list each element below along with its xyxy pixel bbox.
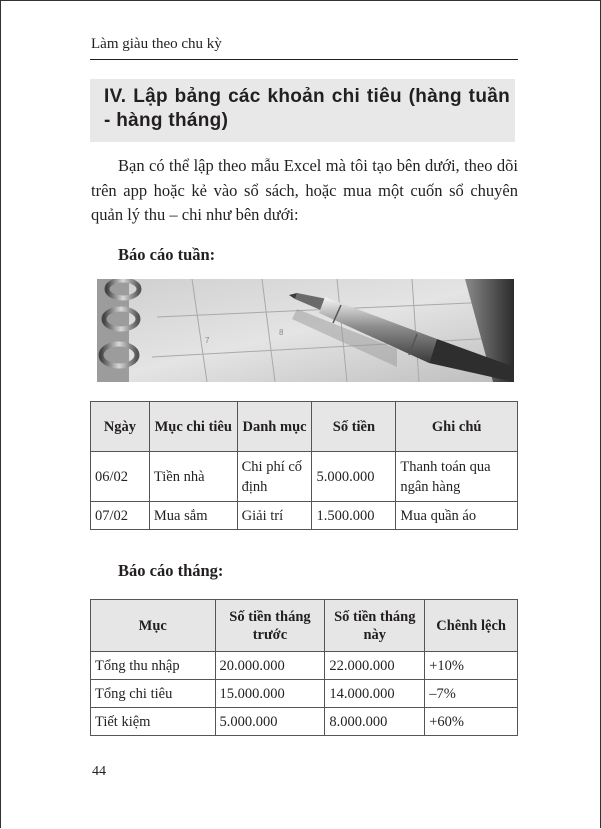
cell-previous: 5.000.000 [215, 708, 325, 736]
cell-category: Chi phí cố định [237, 452, 312, 502]
cell-date: 07/02 [91, 502, 150, 530]
cell-amount: 5.000.000 [312, 452, 396, 502]
table-header-row [91, 600, 518, 652]
header-ngay: Ngày [91, 402, 150, 452]
cell-change: +60% [425, 708, 518, 736]
cell-current: 22.000.000 [325, 652, 425, 680]
running-header: Làm giàu theo chu kỳ [91, 36, 222, 52]
cell-amount: 1.500.000 [312, 502, 396, 530]
cell-category: Giải trí [237, 502, 312, 530]
body-paragraph [91, 154, 518, 228]
table-row [91, 680, 518, 708]
header-muc-chi-tieu: Mục chi tiêu [149, 402, 237, 452]
cell-item: Tổng chi tiêu [91, 680, 216, 708]
cell-date: 06/02 [91, 452, 150, 502]
cell-previous: 20.000.000 [215, 652, 325, 680]
cell-current: 14.000.000 [325, 680, 425, 708]
table-row [91, 452, 518, 502]
header-muc: Mục [91, 600, 216, 652]
table-row [91, 708, 518, 736]
cell-item: Tiết kiệm [91, 708, 216, 736]
weekly-report-table [90, 401, 518, 530]
section-title: IV. Lập bảng các khoản chi tiêu (hàng tuần - hàng tháng) [104, 86, 510, 131]
header-ghi-chu: Ghi chú [396, 402, 518, 452]
weekly-report-heading: Báo cáo tuần: [118, 245, 216, 264]
photo-day-8: 8 [279, 328, 284, 337]
header-rule [90, 59, 518, 60]
cell-note: Mua quần áo [396, 502, 518, 530]
table-row [91, 502, 518, 530]
body-text: Bạn có thể lập theo mẫu Excel mà tôi tạo bên dưới, theo dõi trên app hoặc kẻ vào sổ sách, hoặc mua một cuốn sổ chuyên quản lý thu – chi như bên dưới: [91, 156, 518, 224]
page-number: 44 [92, 764, 106, 779]
cell-current: 8.000.000 [325, 708, 425, 736]
cell-note: Thanh toán qua ngân hàng [396, 452, 518, 502]
cell-change: +10% [425, 652, 518, 680]
monthly-report-table [90, 599, 518, 736]
header-so-tien: Số tiền [312, 402, 396, 452]
header-so-tien-thang-truoc: Số tiền tháng trước [215, 600, 325, 652]
cell-change: –7% [425, 680, 518, 708]
header-so-tien-thang-nay: Số tiền tháng này [325, 600, 425, 652]
table-header-row [91, 402, 518, 452]
photo-day-7: 7 [205, 336, 210, 345]
header-chenh-lech: Chênh lệch [425, 600, 518, 652]
header-danh-muc: Danh mục [237, 402, 312, 452]
cell-item: Tổng thu nhập [91, 652, 216, 680]
cell-item: Mua sắm [149, 502, 237, 530]
cell-previous: 15.000.000 [215, 680, 325, 708]
monthly-report-heading: Báo cáo tháng: [118, 561, 224, 580]
cell-item: Tiền nhà [149, 452, 237, 502]
table-row [91, 652, 518, 680]
planner-pen-photo [97, 279, 514, 382]
